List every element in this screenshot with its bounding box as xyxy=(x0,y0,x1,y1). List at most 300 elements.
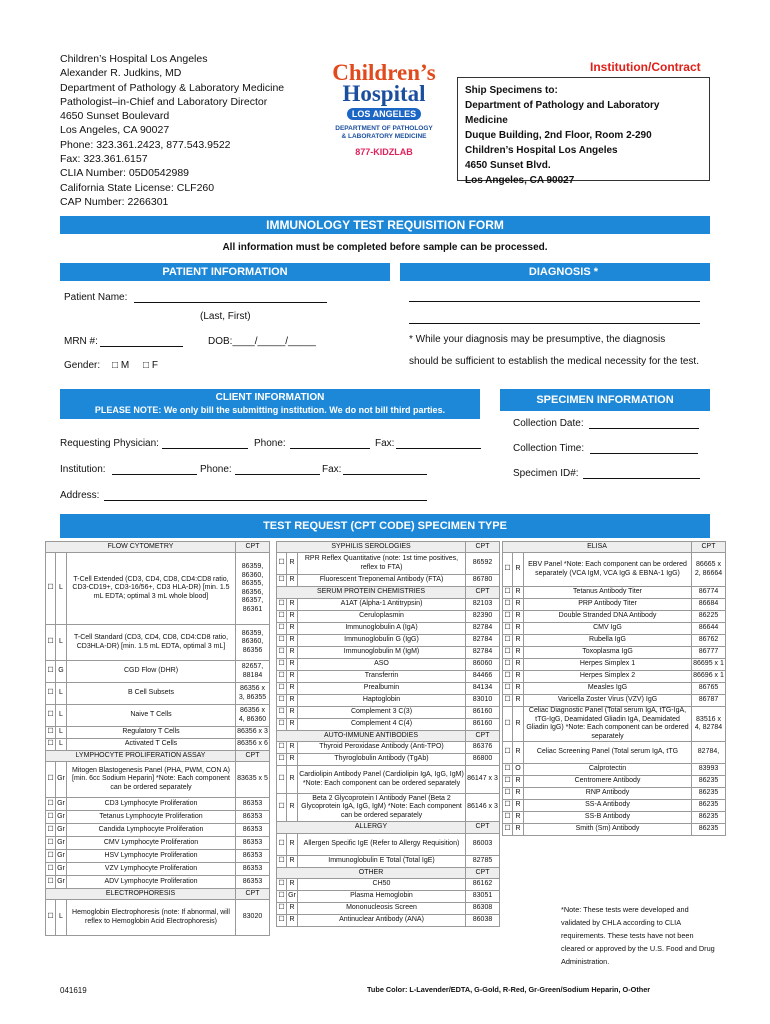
institution-label: Institution: xyxy=(60,464,106,475)
institution-phone-label: Phone: xyxy=(200,464,232,475)
cpt-code: 86060 xyxy=(466,659,500,671)
test-row xyxy=(503,800,726,812)
tube-code: R xyxy=(287,611,298,623)
tube-code: R xyxy=(287,599,298,611)
ship-line: Los Angeles, CA 90027 xyxy=(465,175,575,186)
test-checkbox[interactable]: ☐ xyxy=(277,623,287,635)
patient-info-header: PATIENT INFORMATION xyxy=(60,263,390,281)
cpt-header: CPT xyxy=(236,542,270,553)
ship-line: Ship Specimens to: xyxy=(465,85,558,96)
cpt-code: 86774 xyxy=(692,587,726,599)
chla-logo xyxy=(318,62,450,157)
cpt-code: 82390 xyxy=(466,611,500,623)
test-name: Herpes Simplex 2 xyxy=(524,671,692,683)
tube-code: L xyxy=(56,900,67,936)
tube-code: R xyxy=(287,915,298,927)
lab-address-block xyxy=(60,52,284,209)
physician-fax-input[interactable] xyxy=(396,439,481,449)
physician-phone-input[interactable] xyxy=(290,439,370,449)
tube-code: R xyxy=(513,647,524,659)
tube-code: Gr xyxy=(287,891,298,903)
cpt-code: 86353 xyxy=(236,811,270,824)
test-checkbox[interactable]: ☐ xyxy=(503,659,513,671)
cpt-code: 86235 xyxy=(692,824,726,836)
cpt-code: 86359, 86360, 86356 xyxy=(236,625,270,661)
address-line: Department of Pathology & Laboratory Medicine xyxy=(60,81,285,94)
cpt-code: 83993 xyxy=(692,764,726,776)
cpt-code: 86353 xyxy=(236,824,270,837)
test-row xyxy=(277,659,500,671)
test-row xyxy=(277,647,500,659)
tube-code: R xyxy=(513,635,524,647)
test-checkbox[interactable]: ☐ xyxy=(277,707,287,719)
test-checkbox[interactable]: ☐ xyxy=(46,863,56,876)
collection-time-input[interactable] xyxy=(590,444,698,454)
logo-word-childrens: Children’s xyxy=(332,60,436,85)
cpt-code: 82784 xyxy=(466,623,500,635)
tube-code: R xyxy=(287,659,298,671)
section-header xyxy=(46,889,270,900)
test-row xyxy=(46,683,270,705)
test-checkbox[interactable]: ☐ xyxy=(503,623,513,635)
test-row xyxy=(503,553,726,587)
cpt-code: 86235 xyxy=(692,776,726,788)
test-name: CH50 xyxy=(298,879,466,891)
test-checkbox[interactable]: ☐ xyxy=(46,811,56,824)
test-checkbox[interactable]: ☐ xyxy=(46,553,56,625)
test-checkbox[interactable]: ☐ xyxy=(277,659,287,671)
test-row xyxy=(277,611,500,623)
tube-code: R xyxy=(513,695,524,707)
cpt-header: CPT xyxy=(236,889,270,900)
test-checkbox[interactable]: ☐ xyxy=(277,794,287,822)
test-row xyxy=(46,625,270,661)
diagnosis-line-1[interactable] xyxy=(409,292,700,302)
cpt-code: 86800 xyxy=(466,754,500,766)
tube-code: R xyxy=(513,812,524,824)
test-checkbox[interactable]: ☐ xyxy=(277,915,287,927)
test-row xyxy=(503,707,726,742)
test-name: RPR Reflex Quantitative (note: 1st time positives, reflex to FTA) xyxy=(298,553,466,575)
tube-code: L xyxy=(56,683,67,705)
test-name: Calprotectin xyxy=(524,764,692,776)
test-checkbox[interactable]: ☐ xyxy=(46,705,56,727)
institution-fax-label: Fax: xyxy=(322,464,342,475)
cpt-code: 86644 xyxy=(692,623,726,635)
test-name: Immunoglobulin E Total (Total IgE) xyxy=(298,856,466,868)
test-checkbox[interactable]: ☐ xyxy=(277,903,287,915)
section-title: ELECTROPHORESIS xyxy=(46,889,236,900)
patient-name-input[interactable] xyxy=(134,293,327,303)
section-header xyxy=(277,868,500,879)
specimen-id-input[interactable] xyxy=(583,469,700,479)
test-checkbox[interactable]: ☐ xyxy=(277,879,287,891)
test-name: RNP Antibody xyxy=(524,788,692,800)
cpt-code: 86695 x 1 xyxy=(692,659,726,671)
test-row xyxy=(46,900,270,936)
test-name: Immunoglobulin A (IgA) xyxy=(298,623,466,635)
last-first-label: (Last, First) xyxy=(200,311,251,322)
test-name: Measles IgG xyxy=(524,683,692,695)
test-name: Fluorescent Treponemal Antibody (FTA) xyxy=(298,575,466,587)
test-checkbox[interactable]: ☐ xyxy=(503,683,513,695)
test-checkbox[interactable]: ☐ xyxy=(46,876,56,889)
gender-label: Gender: xyxy=(64,360,101,371)
tube-code: R xyxy=(287,766,298,794)
address-line: Los Angeles, CA 90027 xyxy=(60,124,170,137)
institution-contract-label: Institution/Contract xyxy=(590,60,701,74)
test-name: Rubella IgG xyxy=(524,635,692,647)
test-checkbox[interactable]: ☐ xyxy=(277,695,287,707)
test-row xyxy=(46,798,270,811)
cpt-code: 84134 xyxy=(466,683,500,695)
tube-code: R xyxy=(287,794,298,822)
test-row xyxy=(277,553,500,575)
cpt-code: 86777 xyxy=(692,647,726,659)
test-row xyxy=(503,824,726,836)
address-line: Pathologist–in-Chief and Laboratory Director xyxy=(60,95,268,108)
test-checkbox[interactable]: ☐ xyxy=(503,707,513,742)
section-header xyxy=(503,542,726,553)
address-label: Address: xyxy=(60,490,100,501)
logo-word-hospital: Hospital xyxy=(342,81,426,106)
tube-code: R xyxy=(287,683,298,695)
test-checkbox[interactable]: ☐ xyxy=(46,661,56,683)
test-checkbox[interactable]: ☐ xyxy=(277,766,287,794)
test-name: Regulatory T Cells xyxy=(67,727,236,739)
test-row xyxy=(503,812,726,824)
tube-code: Gr xyxy=(56,850,67,863)
test-checkbox[interactable]: ☐ xyxy=(503,611,513,623)
test-column-2 xyxy=(276,541,500,927)
test-name: Hemoglobin Electrophoresis (note: If abnormal, will reflex to Hemoglobin Acid Electrophoresis) xyxy=(67,900,236,936)
tube-code: R xyxy=(287,903,298,915)
cpt-header: CPT xyxy=(466,868,500,879)
test-row xyxy=(46,811,270,824)
tube-code: G xyxy=(56,661,67,683)
address-line: Alexander R. Judkins, MD xyxy=(60,67,182,80)
tube-code: R xyxy=(513,671,524,683)
test-row xyxy=(277,695,500,707)
test-name: T-Cell Standard (CD3, CD4, CD8, CD4:CD8 ratio, CD3HLA-DR) [min. 1.5 mL EDTA, optimal 3 mL] xyxy=(67,625,236,661)
tube-code: R xyxy=(513,683,524,695)
test-name: Candida Lymphocyte Proliferation xyxy=(67,824,236,837)
cpt-code: 86376 xyxy=(466,742,500,754)
cpt-code: 83010 xyxy=(466,695,500,707)
tube-code: R xyxy=(287,856,298,868)
address-line: Fax: 323.361.6157 xyxy=(60,153,148,166)
test-row xyxy=(503,599,726,611)
cpt-code: 82784 xyxy=(466,647,500,659)
address-line: Children’s Hospital Los Angeles xyxy=(60,53,208,65)
gender-f-checkbox[interactable]: □ F xyxy=(143,360,158,371)
test-checkbox[interactable]: ☐ xyxy=(503,764,513,776)
cpt-code: 86356 x 6 xyxy=(236,739,270,751)
test-name: Naive T Cells xyxy=(67,705,236,727)
cpt-code: 86353 xyxy=(236,876,270,889)
test-row xyxy=(503,695,726,707)
cpt-code: 86665 x 2, 86664 xyxy=(692,553,726,587)
billing-note: PLEASE NOTE: We only bill the submitting institution. We do not bill third parties. xyxy=(94,405,446,415)
test-checkbox[interactable]: ☐ xyxy=(46,798,56,811)
test-checkbox[interactable]: ☐ xyxy=(277,891,287,903)
test-checkbox[interactable]: ☐ xyxy=(277,719,287,731)
test-checkbox[interactable]: ☐ xyxy=(277,754,287,766)
test-row xyxy=(46,863,270,876)
address-input[interactable] xyxy=(104,491,427,501)
logo-dept-line2: & LABORATORY MEDICINE xyxy=(341,133,427,140)
cpt-code: 86780 xyxy=(466,575,500,587)
cpt-code: 86696 x 1 xyxy=(692,671,726,683)
test-row xyxy=(277,683,500,695)
test-checkbox[interactable]: ☐ xyxy=(277,834,287,856)
test-checkbox[interactable]: ☐ xyxy=(277,856,287,868)
form-title: IMMUNOLOGY TEST REQUISITION FORM xyxy=(60,216,710,234)
test-checkbox[interactable]: ☐ xyxy=(503,587,513,599)
test-checkbox[interactable]: ☐ xyxy=(46,625,56,661)
tube-code: R xyxy=(287,623,298,635)
section-title: SERUM PROTEIN CHEMISTRIES xyxy=(277,587,466,599)
test-name: SS-A Antibody xyxy=(524,800,692,812)
tube-code: Gr xyxy=(56,798,67,811)
cpt-code: 86160 xyxy=(466,707,500,719)
test-row xyxy=(277,599,500,611)
cpt-code: 86235 xyxy=(692,812,726,824)
section-title: OTHER xyxy=(277,868,466,879)
test-checkbox[interactable]: ☐ xyxy=(277,683,287,695)
tube-code: R xyxy=(513,742,524,764)
test-checkbox[interactable]: ☐ xyxy=(503,800,513,812)
test-checkbox[interactable]: ☐ xyxy=(46,837,56,850)
tube-color-legend: Tube Color: L-Lavender/EDTA, G-Gold, R-Red, Gr-Green/Sodium Heparin, O-Other xyxy=(367,985,651,994)
test-row xyxy=(277,856,500,868)
test-checkbox[interactable]: ☐ xyxy=(503,788,513,800)
test-name: Transferrin xyxy=(298,671,466,683)
test-name: HSV Lymphocyte Proliferation xyxy=(67,850,236,863)
test-checkbox[interactable]: ☐ xyxy=(46,727,56,739)
section-title: ALLERGY xyxy=(277,822,466,834)
test-name: Thyroglobulin Antibody (TgAb) xyxy=(298,754,466,766)
physician-input[interactable] xyxy=(162,439,248,449)
test-checkbox[interactable]: ☐ xyxy=(46,824,56,837)
cpt-code: 83516 x 4, 82784 xyxy=(692,707,726,742)
test-checkbox[interactable]: ☐ xyxy=(503,647,513,659)
test-name: Varicella Zoster Virus (VZV) IgG xyxy=(524,695,692,707)
fda-note: *Note: These tests were developed and validated by CHLA according to CLIA requirements. These tests have not been cleared or approved by the U.S. Food and Drug Administration. xyxy=(561,905,715,966)
ship-line: Duque Building, 2nd Floor, Room 2-290 xyxy=(465,130,652,141)
cpt-header: CPT xyxy=(466,822,500,834)
logo-los-angeles: LOS ANGELES xyxy=(347,108,421,120)
tube-code: R xyxy=(513,776,524,788)
institution-input[interactable] xyxy=(112,465,197,475)
cpt-code: 86353 xyxy=(236,798,270,811)
test-name: Haptoglobin xyxy=(298,695,466,707)
cpt-code: 86162 xyxy=(466,879,500,891)
test-checkbox[interactable]: ☐ xyxy=(503,695,513,707)
test-name: Immunoglobulin M (IgM) xyxy=(298,647,466,659)
gender-m-checkbox[interactable]: □ M xyxy=(112,360,130,371)
test-row xyxy=(503,671,726,683)
ship-specimens-box xyxy=(457,77,710,186)
cpt-code: 82657, 88184 xyxy=(236,661,270,683)
cpt-code: 86225 xyxy=(692,611,726,623)
test-checkbox[interactable]: ☐ xyxy=(277,671,287,683)
tube-code: L xyxy=(56,553,67,625)
collection-date-input[interactable] xyxy=(589,419,699,429)
test-row xyxy=(503,776,726,788)
tube-code: R xyxy=(513,587,524,599)
physician-label: Requesting Physician: xyxy=(60,438,159,449)
test-name: Smith (Sm) Antibody xyxy=(524,824,692,836)
test-checkbox[interactable]: ☐ xyxy=(503,671,513,683)
collection-time-label: Collection Time: xyxy=(513,443,585,454)
institution-fax-input[interactable] xyxy=(343,465,427,475)
cpt-code: 86765 xyxy=(692,683,726,695)
test-name: Tetanus Lymphocyte Proliferation xyxy=(67,811,236,824)
cpt-code: 84466 xyxy=(466,671,500,683)
test-checkbox[interactable]: ☐ xyxy=(503,742,513,764)
test-row xyxy=(277,915,500,927)
test-row xyxy=(277,742,500,754)
test-row xyxy=(503,788,726,800)
test-row xyxy=(46,762,270,798)
tube-code: R xyxy=(513,659,524,671)
test-name: CGD Flow (DHR) xyxy=(67,661,236,683)
test-checkbox[interactable]: ☐ xyxy=(503,824,513,836)
test-checkbox[interactable]: ☐ xyxy=(503,599,513,611)
tube-code: R xyxy=(287,647,298,659)
diagnosis-note-2: should be sufficient to establish the medical necessity for the test. xyxy=(409,356,699,367)
tube-code: R xyxy=(287,671,298,683)
cpt-code: 86038 xyxy=(466,915,500,927)
cpt-code: 82784, xyxy=(692,742,726,764)
test-name: Immunoglobulin G (IgG) xyxy=(298,635,466,647)
test-checkbox[interactable]: ☐ xyxy=(277,599,287,611)
patient-name-label: Patient Name: xyxy=(64,292,128,303)
test-name: Celiac Diagnostic Panel (Total serum IgA, tTG-IgA, tTG-IgG, Deamidated Gliadin IgA, Deamidated Gliadin IgG) *Note: Each component can be ordered separately xyxy=(524,707,692,742)
tube-code: R xyxy=(287,719,298,731)
test-name: A1AT (Alpha-1 Antitrypsin) xyxy=(298,599,466,611)
test-checkbox[interactable]: ☐ xyxy=(277,742,287,754)
test-name: Complement 4 C(4) xyxy=(298,719,466,731)
address-line: CLIA Number: 05D0542989 xyxy=(60,167,189,180)
tube-code: O xyxy=(513,764,524,776)
institution-phone-input[interactable] xyxy=(235,465,320,475)
client-info-header xyxy=(60,389,480,419)
test-row xyxy=(503,764,726,776)
test-row xyxy=(503,635,726,647)
test-name: CMV IgG xyxy=(524,623,692,635)
tube-code: R xyxy=(513,788,524,800)
test-checkbox[interactable]: ☐ xyxy=(277,611,287,623)
tube-code: R xyxy=(513,824,524,836)
test-checkbox[interactable]: ☐ xyxy=(46,850,56,863)
cpt-code: 86003 xyxy=(466,834,500,856)
test-checkbox[interactable]: ☐ xyxy=(503,553,513,587)
test-name: Tetanus Antibody Titer xyxy=(524,587,692,599)
cpt-code: 86684 xyxy=(692,599,726,611)
test-name: Celiac Screening Panel (Total serum IgA, tTG xyxy=(524,742,692,764)
cpt-code: 82785 xyxy=(466,856,500,868)
test-column-3 xyxy=(502,541,726,836)
all-info-notice: All information must be completed before sample can be processed. xyxy=(222,242,548,253)
tube-code: R xyxy=(287,575,298,587)
physician-fax-label: Fax: xyxy=(375,438,395,449)
test-checkbox[interactable]: ☐ xyxy=(503,776,513,788)
section-header xyxy=(277,822,500,834)
test-row xyxy=(46,727,270,739)
diagnosis-line-2[interactable] xyxy=(409,314,700,324)
tube-code: L xyxy=(56,739,67,751)
test-name: Complement 3 C(3) xyxy=(298,707,466,719)
test-checkbox[interactable]: ☐ xyxy=(277,635,287,647)
tube-code: Gr xyxy=(56,824,67,837)
cpt-header: CPT xyxy=(466,587,500,599)
form-code: 041619 xyxy=(60,986,87,995)
cpt-code: 86147 x 3 xyxy=(466,766,500,794)
test-checkbox[interactable]: ☐ xyxy=(46,762,56,798)
cpt-code: 83635 x 5 xyxy=(236,762,270,798)
test-row xyxy=(46,661,270,683)
tube-code: Gr xyxy=(56,837,67,850)
test-row xyxy=(503,659,726,671)
test-row xyxy=(277,903,500,915)
section-header xyxy=(46,542,270,553)
ship-line: Children’s Hospital Los Angeles xyxy=(465,145,618,156)
test-checkbox[interactable]: ☐ xyxy=(277,575,287,587)
tube-code: R xyxy=(513,611,524,623)
cpt-code: 86356 x 4, 86360 xyxy=(236,705,270,727)
cpt-header: CPT xyxy=(692,542,726,553)
dob-field[interactable]: DOB:____/_____/_____ xyxy=(208,336,316,347)
cpt-code: 86787 xyxy=(692,695,726,707)
test-row xyxy=(503,587,726,599)
test-checkbox[interactable]: ☐ xyxy=(503,812,513,824)
test-row xyxy=(503,623,726,635)
test-checkbox[interactable]: ☐ xyxy=(46,900,56,936)
mrn-input[interactable] xyxy=(100,337,183,347)
test-name: Ceruloplasmin xyxy=(298,611,466,623)
test-checkbox[interactable]: ☐ xyxy=(277,553,287,575)
tube-code: R xyxy=(287,707,298,719)
cpt-header: CPT xyxy=(236,751,270,762)
test-checkbox[interactable]: ☐ xyxy=(503,635,513,647)
section-header xyxy=(277,731,500,742)
tube-code: R xyxy=(287,879,298,891)
cpt-code: 86235 xyxy=(692,800,726,812)
test-checkbox[interactable]: ☐ xyxy=(277,647,287,659)
collection-date-label: Collection Date: xyxy=(513,418,584,429)
section-title: AUTO-IMMUNE ANTIBODIES xyxy=(277,731,466,742)
test-row xyxy=(277,635,500,647)
test-name: EBV Panel *Note: Each component can be ordered separately (VCA IgM, VCA IgG & EBNA-1 IgG) xyxy=(524,553,692,587)
address-line: Phone: 323.361.2423, 877.543.9522 xyxy=(60,138,231,151)
tube-code: R xyxy=(513,623,524,635)
tube-code: R xyxy=(287,553,298,575)
cpt-code: 86235 xyxy=(692,788,726,800)
test-checkbox[interactable]: ☐ xyxy=(46,739,56,751)
tube-code: L xyxy=(56,705,67,727)
ship-line: Department of Pathology and Laboratory Medicine xyxy=(465,100,660,126)
tube-code: Gr xyxy=(56,762,67,798)
tube-code: Gr xyxy=(56,876,67,889)
mrn-label: MRN #: xyxy=(64,336,98,347)
test-checkbox[interactable]: ☐ xyxy=(46,683,56,705)
test-name: CD3 Lymphocyte Proliferation xyxy=(67,798,236,811)
test-name: Beta 2 Glycoprotein I Antibody Panel (Beta 2 Glycoprotein IgA, IgG, IgM) *Note: Each component can be ordered separately xyxy=(298,794,466,822)
address-line: CAP Number: 2266301 xyxy=(60,195,169,208)
test-row xyxy=(277,766,500,794)
